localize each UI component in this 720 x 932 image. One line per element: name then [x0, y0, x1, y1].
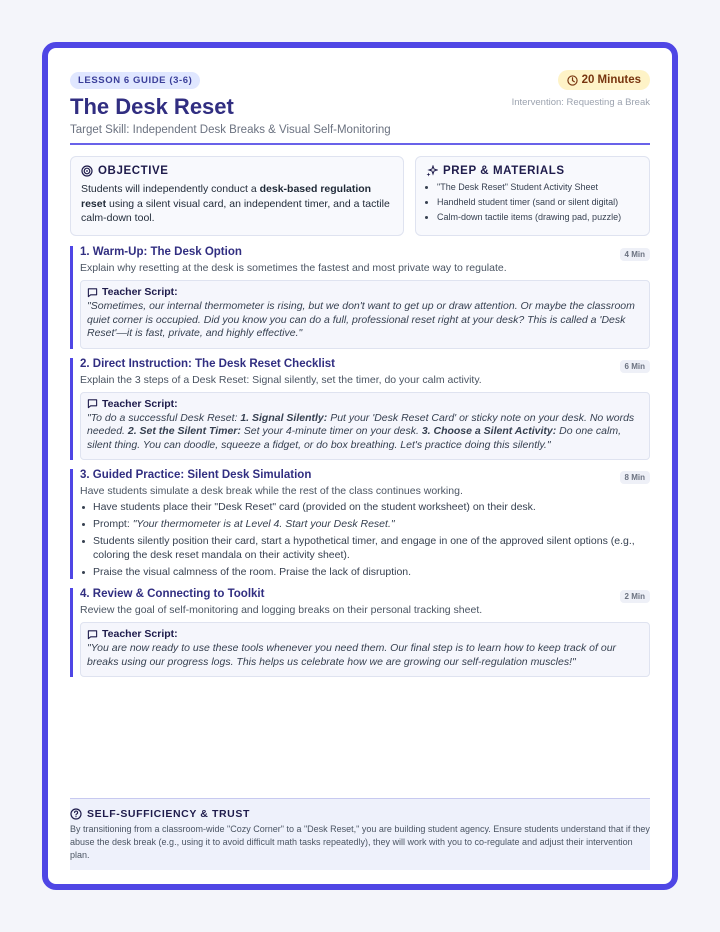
- clock-icon: [567, 75, 578, 86]
- footer-note: [70, 798, 650, 870]
- target-icon: [81, 165, 93, 177]
- lesson-page: [42, 42, 678, 890]
- materials-heading: [426, 165, 639, 177]
- section-direct-instruction: [70, 358, 650, 461]
- section-guided-practice: [70, 469, 650, 579]
- materials-heading-text: PREP & MATERIALS: [443, 165, 565, 177]
- materials-item: • "The Desk Reset" Student Activity Sheet: [437, 180, 639, 195]
- section-description: Have students simulate a desk break while the rest of the class continues working.: [80, 485, 463, 497]
- footer-heading-text: SELF-SUFFICIENCY & TRUST: [87, 808, 250, 820]
- teacher-script-text: "You are now ready to use these tools whenever you need them. Our final step is to learn how to keep track of our breaks using our progress logs. This helps us celebrate how we are growing our self-regulation muscles!": [87, 642, 617, 668]
- materials-card: [415, 156, 650, 236]
- teacher-script-heading: [87, 286, 642, 298]
- lesson-content: [70, 70, 650, 677]
- section-description: Explain why resetting at the desk is sometimes the fastest and most private way to regulate.: [80, 262, 507, 274]
- duration-text: 20 Minutes: [581, 74, 641, 86]
- script-part: Do one calm, silent thing. You can doodle, squeeze a fidget, or do box breathing. Let's practice doing this silently.": [87, 425, 621, 451]
- page-subtitle: Target Skill: Independent Desk Breaks & Visual Self-Monitoring: [70, 124, 391, 136]
- section-description: Explain the 3 steps of a Desk Reset: Signal silently, set the timer, do your calm activity.: [80, 373, 482, 386]
- objective-text-bold: desk-based regulation reset: [81, 183, 372, 210]
- duration-badge: [558, 70, 650, 90]
- section-title: 3. Guided Practice: Silent Desk Simulation: [80, 469, 312, 481]
- script-step: 2. Set the Silent Timer:: [127, 425, 241, 437]
- section-warm-up: [70, 246, 650, 349]
- list-item: [80, 517, 650, 531]
- objective-text-start: Students will independently conduct a: [81, 183, 260, 195]
- prompt-label: Prompt:: [93, 518, 133, 530]
- speech-bubble-icon: [87, 287, 98, 298]
- help-circle-icon: [70, 808, 82, 820]
- teacher-script: [80, 392, 650, 461]
- objective-card: [70, 156, 404, 236]
- intervention-label: Intervention: Requesting a Break: [511, 97, 650, 108]
- objective-text: [81, 182, 393, 226]
- header: [70, 70, 650, 145]
- objective-heading-text: OBJECTIVE: [98, 165, 169, 177]
- speech-bubble-icon: [87, 629, 98, 640]
- teacher-script-heading: [87, 398, 642, 410]
- list-item: Have students place their "Desk Reset" card (provided on the student worksheet) on their desk.: [80, 500, 650, 514]
- footer-heading: [70, 808, 650, 820]
- teacher-script: [80, 280, 650, 349]
- section-review: [70, 588, 650, 677]
- script-step: 3. Choose a Silent Activity:: [421, 425, 557, 437]
- objective-heading: [81, 165, 393, 177]
- title-divider: [70, 143, 650, 145]
- teacher-script-label: Teacher Script:: [102, 397, 178, 410]
- lesson-badge: LESSON 6 GUIDE (3-6): [70, 72, 200, 89]
- list-item: Students silently position their card, start a hypothetical timer, and engage in one of the approved silent options (e.g., coloring the desk reset mandala on their activity sheet).: [80, 534, 650, 562]
- section-title: 4. Review & Connecting to Toolkit: [80, 588, 265, 600]
- prompt-text: "Your thermometer is at Level 4. Start your Desk Reset.": [132, 518, 395, 530]
- minutes-badge: 8 Min: [620, 471, 650, 484]
- minutes-badge: 6 Min: [620, 360, 650, 373]
- overview-cards: [70, 156, 650, 236]
- objective-text-end: using a silent visual card, an independent timer, and a tactile calm-down tool.: [81, 197, 390, 224]
- script-part: "To do a successful Desk Reset:: [87, 411, 241, 424]
- teacher-script-label: Teacher Script:: [102, 628, 178, 640]
- teacher-script-label: Teacher Script:: [102, 286, 178, 298]
- materials-item: • Handheld student timer (sand or silent digital): [437, 195, 639, 210]
- footer-text: By transitioning from a classroom-wide "Cozy Corner" to a "Desk Reset," you are building student agency. Ensure students understand that if they abuse the desk break (e.g., using it to avoid difficult math tasks repeatedly), they will work with you to co-regulate and adjust their intervention plan.: [70, 824, 650, 860]
- teacher-script-text: [87, 412, 642, 453]
- page-title: The Desk Reset: [70, 94, 234, 119]
- minutes-badge: 4 Min: [620, 248, 650, 261]
- speech-bubble-icon: [87, 398, 98, 409]
- section-description: Review the goal of self-monitoring and logging breaks on their personal tracking sheet.: [80, 604, 483, 616]
- script-step: 1. Signal Silently:: [240, 411, 328, 424]
- list-item: Praise the visual calmness of the room. Praise the lack of disruption.: [80, 565, 650, 579]
- materials-item: • Calm-down tactile items (drawing pad, puzzle): [437, 210, 639, 225]
- section-title: 2. Direct Instruction: The Desk Reset Checklist: [80, 357, 335, 370]
- minutes-badge: 2 Min: [620, 590, 650, 603]
- materials-list: [426, 180, 639, 225]
- teacher-script: [80, 622, 650, 677]
- teacher-script-text: "Sometimes, our internal thermometer is rising, but we don't want to get up or draw attention. Or maybe the classroom quiet corner is occupied. Did you know you can do a full, professional reset right at your desk? This is called a 'Desk Reset'—it is fast, private, and highly effective.": [87, 300, 635, 339]
- teacher-script-heading: [87, 628, 642, 640]
- section-title: 1. Warm-Up: The Desk Option: [80, 246, 242, 258]
- sparkles-icon: [426, 165, 438, 177]
- practice-steps: [80, 500, 650, 579]
- script-part: Put your 'Desk Reset Card' or sticky note on your desk. No words needed.: [87, 411, 635, 437]
- script-part: Set your 4-minute timer on your desk.: [240, 425, 422, 437]
